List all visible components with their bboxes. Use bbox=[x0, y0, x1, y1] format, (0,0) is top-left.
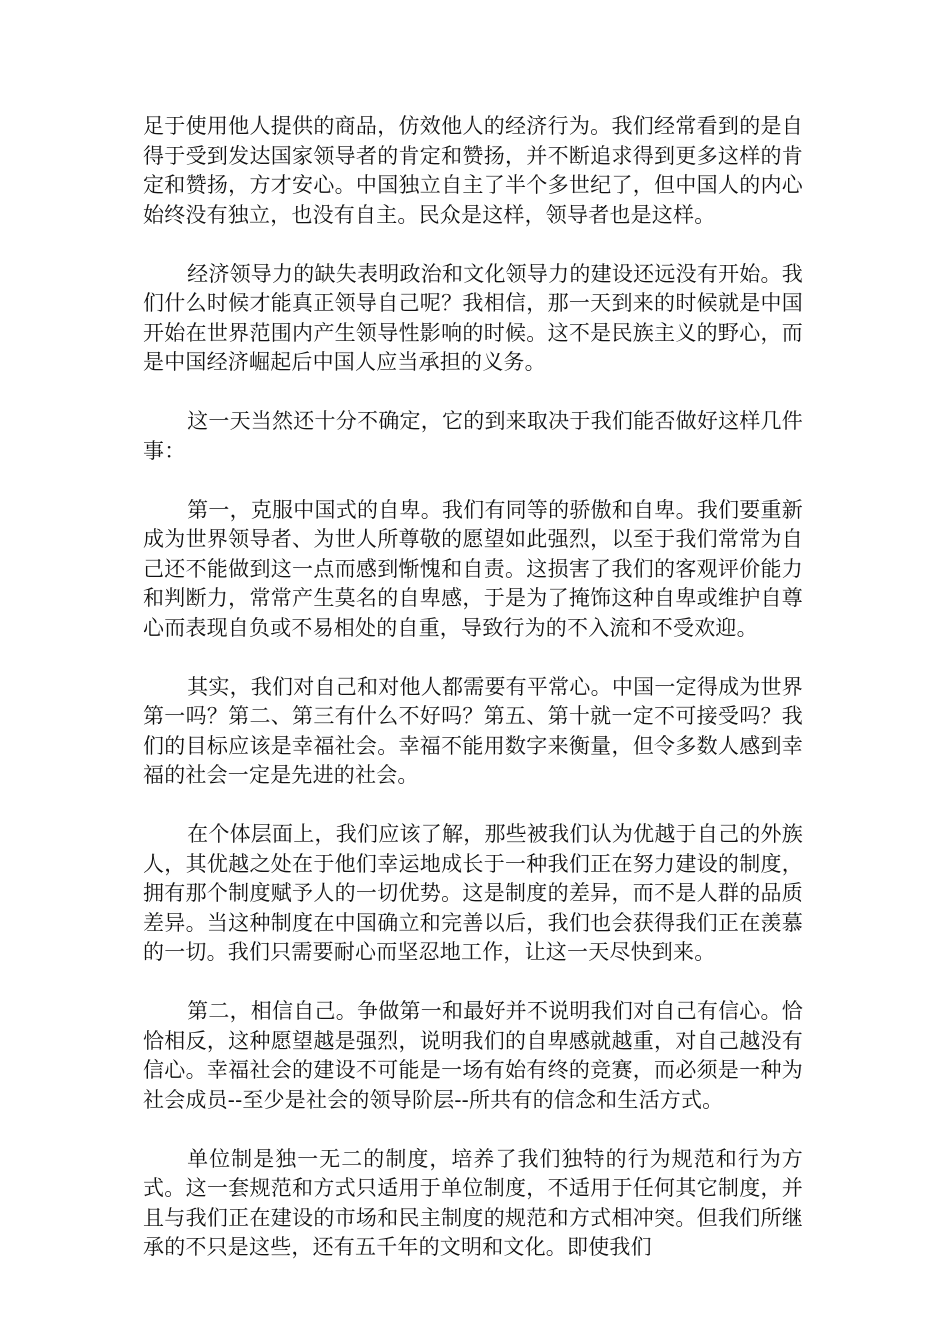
paragraph-7: 第二，相信自己。争做第一和最好并不说明我们对自己有信心。恰恰相反，这种愿望越是强烈，说明我们的自卑感就越重，对自己越没有信心。幸福社会的建设不可能是一场有始有终的竞赛，而必须是一种为社会成员--至少是社会的领导阶层--所共有的信念和生活方式。 bbox=[143, 999, 803, 1112]
paragraph-6: 在个体层面上，我们应该了解，那些被我们认为优越于自己的外族人，其优越之处在于他们幸运地成长于一种我们正在努力建设的制度，拥有那个制度赋予人的一切优势。这是制度的差异，而不是人群的品质差异。当这种制度在中国确立和完善以后，我们也会获得我们正在羡慕的一切。我们只需要耐心而坚忍地工作，让这一天尽快到来。 bbox=[143, 822, 803, 964]
paragraph-2: 经济领导力的缺失表明政治和文化领导力的建设还远没有开始。我们什么时候才能真正领导自己呢？我相信，那一天到来的时候就是中国开始在世界范围内产生领导性影响的时候。这不是民族主义的野心，而是中国经济崛起后中国人应当承担的义务。 bbox=[143, 261, 803, 374]
paragraph-4: 第一，克服中国式的自卑。我们有同等的骄傲和自卑。我们要重新成为世界领导者、为世人所尊敬的愿望如此强烈，以至于我们常常为自己还不能做到这一点而感到惭愧和自责。这损害了我们的客观评价能力和判断力，常常产生莫名的自卑感，于是为了掩饰这种自卑或维护自尊心而表现自负或不易相处的自重，导致行为的不入流和不受欢迎。 bbox=[143, 497, 803, 640]
paragraph-1: 足于使用他人提供的商品，仿效他人的经济行为。我们经常看到的是自得于受到发达国家领导者的肯定和赞扬，并不断追求得到更多这样的肯定和赞扬，方才安心。中国独立自主了半个多世纪了，但中国人的内心始终没有独立，也没有自主。民众是这样，领导者也是这样。 bbox=[143, 114, 803, 227]
paragraph-8: 单位制是独一无二的制度，培养了我们独特的行为规范和行为方式。这一套规范和方式只适用于单位制度，不适用于任何其它制度，并且与我们正在建设的市场和民主制度的规范和方式相冲突。但我们所继承的不只是这些，还有五千年的文明和文化。即使我们 bbox=[143, 1146, 803, 1259]
document-body bbox=[143, 112, 803, 1263]
paragraph-3: 这一天当然还十分不确定，它的到来取决于我们能否做好这样几件事： bbox=[143, 409, 803, 463]
paragraph-5: 其实，我们对自己和对他人都需要有平常心。中国一定得成为世界第一吗？第二、第三有什么不好吗？第五、第十就一定不可接受吗？我们的目标应该是幸福社会。幸福不能用数字来衡量，但令多数人感到幸福的社会一定是先进的社会。 bbox=[143, 674, 803, 787]
